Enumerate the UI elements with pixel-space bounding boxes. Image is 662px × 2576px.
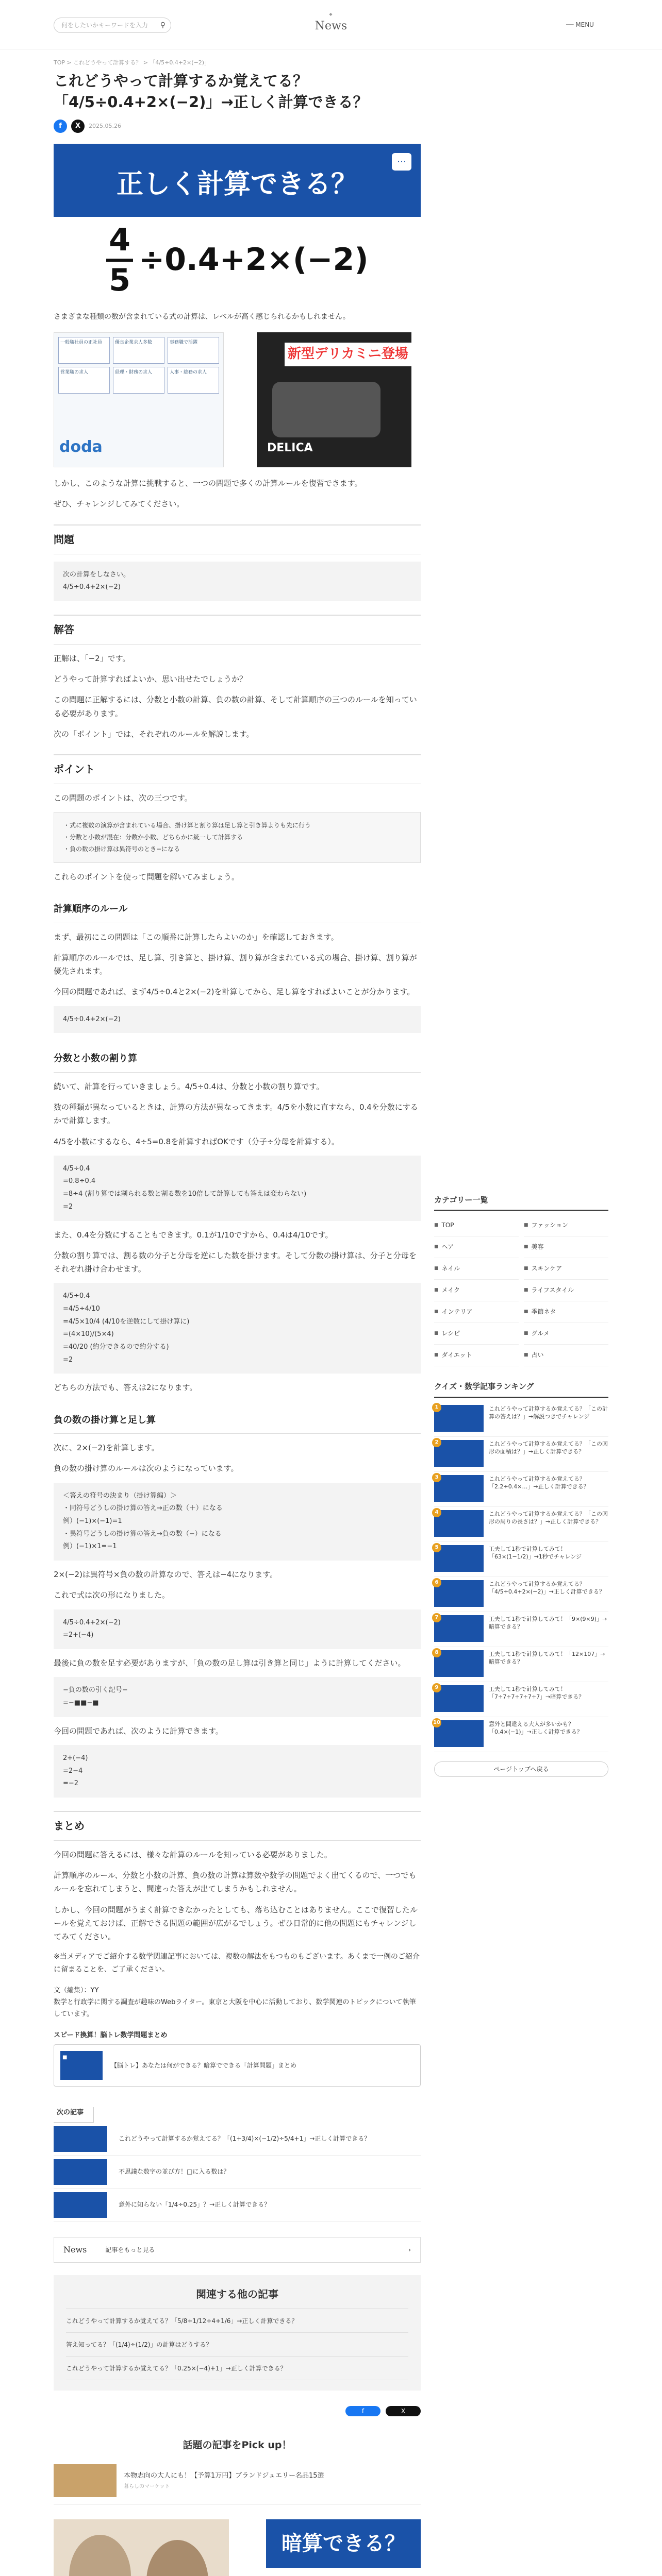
section-heading-problem: 問題 xyxy=(54,524,421,554)
calc-line: 4/5÷0.4 xyxy=(63,1292,90,1300)
ad-doda[interactable] xyxy=(54,332,224,467)
body-text: 計算順序のルールでは、足し算、引き算と、掛け算、割り算が含まれている式の場合、掛け算、割り算が優先されます。 xyxy=(54,953,417,976)
body-text: 次に、2×(−2)を計算します。 xyxy=(54,1443,159,1453)
category-icon: ■ xyxy=(434,1309,439,1314)
category-item[interactable] xyxy=(524,1215,608,1236)
next-thumb xyxy=(54,2126,107,2152)
category-item[interactable] xyxy=(434,1236,519,1258)
ranking-list xyxy=(434,1402,608,1752)
category-label: ヘア xyxy=(441,1243,454,1251)
ranking-title: これどうやって計算するか覚えてる？「この計算の答えは？」→解説つきでチャレンジ xyxy=(489,1405,608,1420)
next-item[interactable] xyxy=(54,2156,421,2189)
body-text: 4/5を小数にするなら、4÷5=0.8を計算すればOKです（分子÷分母を計算する）。 xyxy=(54,1137,339,1146)
body-text: まず、最初にこの問題は「この順番に計算したらよいのか」を確認しておきます。 xyxy=(54,932,339,942)
calc-line: =40/20 (約分できるので約分する) xyxy=(63,1343,169,1351)
body-text: これで式は次の形になりました。 xyxy=(54,1590,170,1600)
body-text: しかし、今回の問題がうまく計算できなかったとしても、落ち込むことはありません。ここで復習したルールを覚えておけば、正解できる問題の範囲が広がるでしょう。ぜひ日常的に他の問題にもチャレンジしてみてください。 xyxy=(54,1905,418,1942)
pickup-thumb xyxy=(54,2464,117,2497)
banner-label: 暗算できる？ xyxy=(266,2519,421,2568)
calc-line: ・異符号どうしの掛け算の答え→負の数（−）になる xyxy=(63,1530,222,1538)
body-text: この問題のポイントは、次の三つです。 xyxy=(54,793,192,803)
site-logo[interactable] xyxy=(304,12,358,37)
sign-rule-box xyxy=(54,1483,421,1561)
section-heading-summary: まとめ xyxy=(54,1811,421,1841)
ad-row xyxy=(54,332,421,467)
body-text: どうやって計算すればよいか、思い出せたでしょうか？ xyxy=(54,674,247,684)
ad-delica-title: 新型デリカミニ登場 xyxy=(285,343,411,366)
pickup-section xyxy=(54,2437,421,2576)
problem-box xyxy=(54,562,421,601)
search-icon[interactable]: ⚲ xyxy=(160,21,166,29)
calc-box xyxy=(54,1609,421,1649)
ranking-thumb xyxy=(434,1405,484,1432)
category-label: メイク xyxy=(441,1286,460,1294)
section-heading-point: ポイント xyxy=(54,754,421,784)
problem-line: 4/5÷0.4+2×(−2) xyxy=(63,583,121,591)
hero-equation xyxy=(54,217,421,303)
digest-thumb: ■ xyxy=(60,2051,103,2080)
hero-frac-num: 4 xyxy=(109,222,130,258)
next-title: これどうやって計算するか覚えてる？「(1+3/4)×(−1/2)÷5/4+1」→正しく計算できる？ xyxy=(119,2135,371,2143)
rank-number: 3 xyxy=(432,1473,441,1482)
next-title: 不思議な数字の並び方！□に入る数は？ xyxy=(119,2168,230,2176)
ranking-thumb xyxy=(434,1615,484,1642)
facebook-share-button[interactable]: f xyxy=(54,120,67,133)
body-text: 最後に負の数を足す必要がありますが、「負の数の足し算は引き算と同じ」ように計算してください。 xyxy=(54,1658,406,1668)
ranking-title: 工夫して1秒で計算してみて！「7÷7÷7÷7÷7÷7」→暗算できる？ xyxy=(489,1685,585,1701)
ranking xyxy=(434,1380,608,1752)
calc-line: 4/5÷0.4 xyxy=(63,1164,90,1173)
body-text: 今回の問題であれば、次のように計算できます。 xyxy=(54,1726,223,1736)
hero-fraction xyxy=(106,222,134,298)
ranking-title: 工夫して1秒で計算してみて！「63×(1−1/2)」→1秒でチャレンジ xyxy=(489,1545,582,1561)
ranking-thumb xyxy=(434,1720,484,1747)
category-icon: ■ xyxy=(524,1309,528,1314)
hero-label: 正しく計算できる？ xyxy=(116,168,358,200)
back-logo: News xyxy=(63,2245,87,2255)
ranking-item[interactable] xyxy=(434,1647,608,1682)
category-label: TOP xyxy=(441,1222,454,1229)
category-item[interactable] xyxy=(524,1345,608,1366)
facebook-share-button[interactable]: f xyxy=(345,2406,380,2416)
next-title: 意外に知らない「1/4÷0.25」？→正しく計算できる？ xyxy=(119,2201,271,2209)
calc-line: ＜答えの符号の決まり（掛け算編）＞ xyxy=(63,1492,177,1500)
ranking-title: 意外と間違える大人が多いかも？「0.4×(−1)」→正しく計算できる？ xyxy=(489,1720,583,1736)
ranking-item[interactable] xyxy=(434,1472,608,1507)
pickup-title: 本物志向の大人にも！【予算1万円】ブランドジュエリー名品15選 xyxy=(124,2472,324,2480)
logo-tagline: ◆ xyxy=(329,12,333,16)
rank-number: 1 xyxy=(432,1403,441,1412)
calc-line: =4/5÷4/10 xyxy=(63,1304,100,1313)
category-item[interactable] xyxy=(524,1258,608,1280)
ranking-item[interactable] xyxy=(434,1542,608,1577)
calc-line: −負の数の引く記号− xyxy=(63,1686,128,1694)
body-text: しかし、このような計算に挑戦すると、一つの問題で多くの計算ルールを復習できます。 xyxy=(54,479,362,488)
ranking-heading: クイズ・数学記事ランキング xyxy=(434,1380,608,1397)
hero-frac-den: 5 xyxy=(109,262,130,298)
point-line: ・式に複数の演算が含まれている場合、掛け算と割り算は足し算と引き算よりも先に行う xyxy=(63,822,311,829)
category-icon: ■ xyxy=(524,1352,528,1358)
ranking-title: 工夫して1秒で計算してみて！「9×(9×9)」→暗算できる？ xyxy=(489,1615,607,1631)
rank-number: 9 xyxy=(432,1683,441,1692)
person-figure xyxy=(146,2540,208,2576)
body-text: ぜひ、チャレンジしてみてください。 xyxy=(54,499,185,509)
division-box-2 xyxy=(54,1283,421,1374)
division-box xyxy=(54,1156,421,1221)
page-title: これどうやって計算するか覚えてる？「4/5÷0.4+2×(−2)」→正しく計算できる？ xyxy=(54,72,368,111)
category-label: インテリア xyxy=(441,1308,473,1316)
section-heading-answer: 解答 xyxy=(54,615,421,645)
body-text: この問題に正解するには、分数と小数の計算、負の数の計算、そして計算順序の三つのルールを知っている必要があります。 xyxy=(54,695,417,718)
person-figure xyxy=(69,2535,131,2576)
rank-number: 7 xyxy=(432,1613,441,1622)
digest-title: 【脳トレ】あなたは何ができる？暗算でできる「計算問題」まとめ xyxy=(111,2061,297,2069)
chevron-right-icon: › xyxy=(408,2246,411,2253)
next-item[interactable] xyxy=(54,2189,421,2222)
illustration xyxy=(54,2519,229,2576)
ad-tile: 人事・総務の求人 xyxy=(168,367,219,394)
related-articles xyxy=(54,2275,421,2391)
calc-line: =8÷4 (割り算では割られる数と割る数を10倍して計算しても答えは変わらない) xyxy=(63,1190,307,1198)
body-text: 今回の問題であれば、まず4/5÷0.4と2×(−2)を計算してから、足し算をすればよいことが分かります。 xyxy=(54,987,415,997)
category-icon: ■ xyxy=(434,1265,439,1271)
breadcrumb[interactable]: TOP > これどうやって計算する？ > 「4/5÷0.4+2×(−2)」 xyxy=(54,59,210,66)
pickup-source: 暮らしのマーケット xyxy=(124,2484,170,2490)
category-list xyxy=(434,1215,608,1366)
related-link[interactable]: これどうやって計算するか覚えてる？「5/8+1/12÷4+1/6」→正しく計算できる？ xyxy=(66,2309,408,2333)
category-label: ネイル xyxy=(441,1265,460,1273)
calc-line: =2+(−4) xyxy=(63,1631,94,1639)
body-text: 計算順序のルール、分数と小数の計算、負の数の計算は算数や数学の問題でよく出てくるので、一つでもルールを忘れてしまうと、間違った答えが出てしまうかもしれません。 xyxy=(54,1871,417,1894)
point-box xyxy=(54,812,421,862)
article xyxy=(54,59,421,2576)
rank-number: 10 xyxy=(432,1718,441,1727)
calc-line: =4/5×10/4 (4/10を逆数にして掛け算に) xyxy=(63,1317,190,1326)
body-text: 今回の問題に答えるには、様々な計算のルールを知っている必要がありました。 xyxy=(54,1850,332,1859)
category-icon: ■ xyxy=(524,1244,528,1249)
body-text: 2×(−2)は異符号×負の数の計算なので、答えは−4になります。 xyxy=(54,1570,278,1580)
hero-image xyxy=(54,144,421,303)
category-item[interactable] xyxy=(434,1280,519,1301)
category-label: ファッション xyxy=(531,1222,569,1229)
more-articles-link[interactable] xyxy=(54,2237,421,2263)
ad-tile: 営業職の求人 xyxy=(58,367,110,394)
hero-rest: ÷0.4+2×(−2) xyxy=(139,242,369,278)
calc-line: 4/5÷0.4+2×(−2) xyxy=(63,1618,121,1626)
category-icon: ■ xyxy=(524,1222,528,1228)
body-text: 正解は、「−2」です。 xyxy=(54,653,130,663)
calc-line: =−2 xyxy=(63,1780,79,1788)
calc-box xyxy=(54,1745,421,1798)
category-label: グルメ xyxy=(531,1330,550,1337)
ad-doda-brand: doda xyxy=(59,437,103,456)
speech-bubble-icon: ⋯ xyxy=(392,153,411,171)
category-label: スキンケア xyxy=(531,1265,562,1273)
related-link[interactable]: 答え知ってる？「(1/4)÷(1/2)」の計算はどうする？ xyxy=(66,2333,408,2357)
x-share-button[interactable]: X xyxy=(386,2406,421,2416)
calc-line: =−■■−■ xyxy=(63,1699,99,1707)
section-heading-negative: 負の数の掛け算と足し算 xyxy=(54,1407,421,1434)
category-item[interactable] xyxy=(434,1323,519,1345)
rule-box: 4/5÷0.4+2×(−2) xyxy=(54,1006,421,1033)
calc-line: 例）(−1)×1=−1 xyxy=(63,1543,117,1551)
search-placeholder: 何をしたいかキーワードを入力 xyxy=(61,22,148,29)
body-text: 分数の割り算では、割る数の分子と分母を逆にした数を掛けます。そして分数の掛け算は、分子と分母をそれぞれ掛け合わせます。 xyxy=(54,1250,417,1274)
related-heading: 関連する他の記事 xyxy=(66,2285,408,2309)
rank-number: 6 xyxy=(432,1578,441,1587)
ad-grid xyxy=(54,333,223,398)
search-input[interactable] xyxy=(54,18,171,33)
logo-text: News xyxy=(315,20,347,32)
ranking-item[interactable] xyxy=(434,1717,608,1752)
ranking-title: これどうやって計算するか覚えてる？「2.2÷0.4×…」→正しく計算できる？ xyxy=(489,1475,589,1490)
category-item[interactable] xyxy=(524,1301,608,1323)
ad-tile: 優良企業求人多数 xyxy=(113,337,164,364)
x-share-button[interactable]: X xyxy=(71,120,85,133)
ranking-item[interactable] xyxy=(434,1577,608,1612)
ranking-thumb xyxy=(434,1510,484,1537)
body-text: 続いて、計算を行っていきましょう。4/5÷0.4は、分数と小数の割り算です。 xyxy=(54,1081,324,1091)
calc-line: =2 xyxy=(63,1355,73,1364)
category-label: ライフスタイル xyxy=(531,1286,574,1294)
calc-line: =2−4 xyxy=(63,1767,83,1775)
ad-tile: 一般職社員の正社員 xyxy=(58,337,110,364)
category-icon: ■ xyxy=(434,1330,439,1336)
category-item[interactable] xyxy=(524,1323,608,1345)
next-articles xyxy=(54,2107,421,2222)
site-header xyxy=(0,0,662,49)
page-top-button[interactable]: ページトップへ戻る xyxy=(434,1761,608,1777)
category-icon: ■ xyxy=(434,1352,439,1358)
category-icon: ■ xyxy=(434,1287,439,1293)
calc-line: =(4×10)/(5×4) xyxy=(63,1330,114,1338)
ranking-thumb xyxy=(434,1580,484,1607)
calc-line: =2 xyxy=(63,1202,73,1211)
pickup-heading: 話題の記事をPick up！ xyxy=(183,2439,292,2451)
category-label: 美容 xyxy=(531,1243,544,1251)
body-text: これらのポイントを使って問題を解いてみましょう。 xyxy=(54,872,240,882)
section-heading-rule: 計算順序のルール xyxy=(54,896,421,923)
category-icon: ■ xyxy=(524,1287,528,1293)
ranking-item[interactable] xyxy=(434,1437,608,1472)
ranking-title: これどうやって計算するか覚えてる？「この図形の周りの長さは？」→正しく計算できる？ xyxy=(489,1510,608,1526)
category-item[interactable] xyxy=(524,1236,608,1258)
ranking-title: これどうやって計算するか覚えてる？「この図形の面積は？」→正しく計算できる？ xyxy=(489,1440,608,1455)
section-heading-division: 分数と小数の割り算 xyxy=(54,1045,421,1073)
body-text: また、0.4を分数にすることもできます。0.1が1/10ですから、0.4は4/10です。 xyxy=(54,1230,333,1240)
category-item[interactable] xyxy=(434,1345,519,1366)
author-label: 文（編集）：YY xyxy=(54,1987,99,1995)
calc-line: =0.8÷0.4 xyxy=(63,1177,96,1185)
digest-heading: スピード換算！脳トレ数学問題まとめ xyxy=(54,2031,168,2039)
category-item[interactable] xyxy=(434,1258,519,1280)
category-label: 季節ネタ xyxy=(531,1308,556,1316)
category-item[interactable] xyxy=(434,1215,519,1236)
problem-line: 次の計算をしなさい。 xyxy=(63,570,130,579)
category-label: 占い xyxy=(531,1351,544,1359)
category-item[interactable] xyxy=(524,1280,608,1301)
calc-line: ・同符号どうしの掛け算の答え→正の数（＋）になる xyxy=(63,1504,223,1513)
ranking-thumb xyxy=(434,1475,484,1502)
body-text: 負の数の掛け算のルールは次のようになっています。 xyxy=(54,1464,239,1473)
menu-button[interactable]: ── MENU xyxy=(566,21,594,28)
point-line: ・分数と小数が混在：分数か小数、どちらかに統一して計算する xyxy=(63,834,243,841)
ad-tile: 事務職で活躍 xyxy=(168,337,219,364)
pickup-item[interactable] xyxy=(54,2464,421,2505)
digest-card[interactable] xyxy=(54,2044,421,2087)
ad-delica[interactable] xyxy=(257,332,411,467)
category-label: ダイエット xyxy=(441,1351,472,1359)
next-item[interactable] xyxy=(54,2123,421,2156)
rank-number: 8 xyxy=(432,1648,441,1657)
calc-line: 例）(−1)×(−1)=1 xyxy=(63,1517,122,1526)
body-text: 次の「ポイント」では、それぞれのルールを解説します。 xyxy=(54,729,254,739)
point-line: ・負の数の掛け算は異符号のとき−になる xyxy=(63,845,180,853)
category-heading: カテゴリー一覧 xyxy=(434,1193,608,1211)
publish-date: 2025.05.26 xyxy=(89,122,121,129)
ad-delica-brand: DELICA xyxy=(267,441,313,454)
ranking-item[interactable] xyxy=(434,1612,608,1647)
ranking-thumb xyxy=(434,1545,484,1572)
pickup-banner[interactable] xyxy=(54,2519,421,2576)
category-icon: ■ xyxy=(524,1330,528,1336)
ranking-thumb xyxy=(434,1440,484,1467)
share-bar xyxy=(54,118,421,134)
rank-number: 4 xyxy=(432,1508,441,1517)
back-label: 記事をもっと見る xyxy=(105,2246,155,2253)
ranking-title: これどうやって計算するか覚えてる？「4/5÷0.4+2×(−2)」→正しく計算できる？ xyxy=(489,1580,605,1596)
category-icon: ■ xyxy=(524,1265,528,1271)
calc-box xyxy=(54,1677,421,1717)
category-label: レシピ xyxy=(441,1330,460,1337)
next-thumb xyxy=(54,2159,107,2185)
ad-tile: 経理・財務の求人 xyxy=(113,367,164,394)
disclaimer: ※当メディアでご紹介する数学関連記事においては、複数の解法をもつものもございます。あくまで一例のご紹介に留まることを、ご了承ください。 xyxy=(54,1953,420,1974)
hero-banner xyxy=(54,144,421,217)
body-text: 数の種類が異なっているときは、計算の方法が異なってきます。4/5を小数に直すなら、0.4を分数にするかで計算します。 xyxy=(54,1103,418,1126)
bottom-share xyxy=(54,2406,421,2416)
ranking-item[interactable] xyxy=(434,1682,608,1717)
rank-number: 5 xyxy=(432,1543,441,1552)
car-image xyxy=(272,382,380,437)
ranking-thumb xyxy=(434,1650,484,1677)
fraction-bar xyxy=(106,259,133,262)
next-heading: 次の記事 xyxy=(54,2107,94,2123)
banner-text-area xyxy=(229,2519,421,2576)
ranking-item[interactable] xyxy=(434,1507,608,1542)
menu-label: MENU xyxy=(575,21,594,28)
intro-text: さまざまな種類の数が含まれている式の計算は、レベルが高く感じられるかもしれません。 xyxy=(54,312,350,321)
author-block xyxy=(54,1985,421,2020)
ranking-title: 工夫して1秒で計算してみて！「12×107」→暗算できる？ xyxy=(489,1650,605,1666)
related-link[interactable]: これどうやって計算するか覚えてる？「0.25×(−4)+1」→正しく計算できる？ xyxy=(66,2357,408,2380)
calc-line: 2+(−4) xyxy=(63,1754,88,1762)
sidebar xyxy=(434,1193,608,1777)
category-icon: ■ xyxy=(434,1222,439,1228)
ranking-item[interactable] xyxy=(434,1402,608,1437)
author-bio: 数学と行政学に関する調査が趣味のWebライター。東京と大阪を中心に活動しており、数学関連のトピックについて執筆しています。 xyxy=(54,1998,416,2018)
ranking-thumb xyxy=(434,1685,484,1712)
category-icon: ■ xyxy=(434,1244,439,1249)
next-thumb xyxy=(54,2192,107,2218)
category-item[interactable] xyxy=(434,1301,519,1323)
body-text: どちらの方法でも、答えは2になります。 xyxy=(54,1383,197,1393)
rank-number: 2 xyxy=(432,1438,441,1447)
